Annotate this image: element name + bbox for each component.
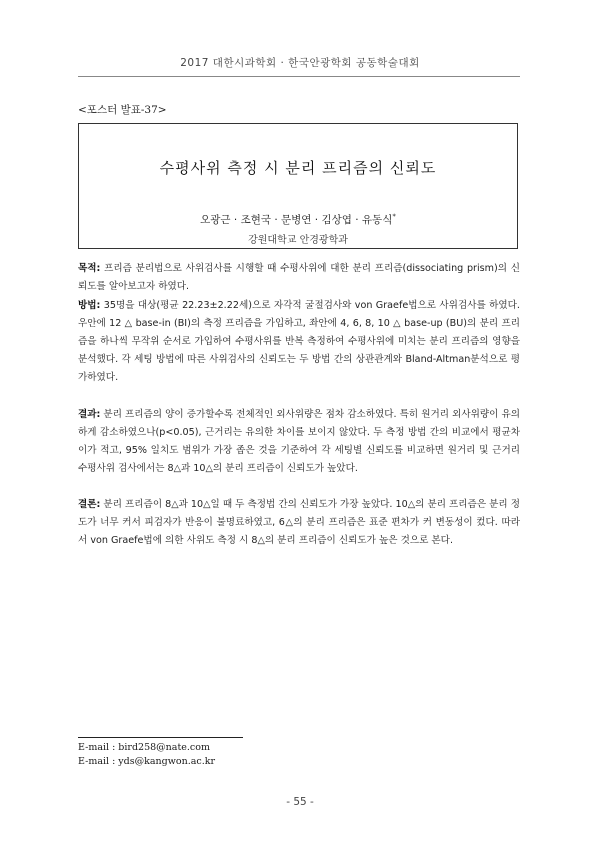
- paper-title: 수평사위 측정 시 분리 프리즘의 신뢰도: [159, 159, 437, 177]
- results-section: [78, 406, 520, 478]
- email-line: E-mail : yds@kangwon.ac.kr: [78, 756, 216, 767]
- conclusion-section: [78, 496, 520, 550]
- page-number: - 55 -: [286, 796, 314, 808]
- methods-label: 방법:: [78, 300, 101, 311]
- poster-label: <포스터 발표-37>: [78, 104, 167, 116]
- author-list: [78, 212, 518, 227]
- footnote-divider: [78, 737, 243, 738]
- objective-label: 목적:: [78, 263, 101, 274]
- header-divider: [78, 76, 520, 77]
- results-text: 분리 프리즘의 양이 증가할수록 전체적인 외사위량은 점차 감소하였다. 특히 원거리 외사위량이 유의하게 감소하였으나(p<0.05), 근거리는 유의한 차이를 보이지 않았다. 두 측정 방법 간의 비교에서 평균차이가 적고, 95% 일치도 범위가 가장 좁은 것을 기준하여 각 세팅별 신뢰도를 비교하면 원거리 및 근거리 수평사위 검사에서는 8△과 10△의 분리 프리즘이 신뢰도가 높았다.: [78, 409, 520, 474]
- objective-text: 프리즘 분리법으로 사위검사를 시행할 때 수평사위에 대한 분리 프리즘(dissociating prism)의 신뢰도를 알아보고자 하였다.: [78, 263, 520, 292]
- methods-section: [78, 297, 520, 387]
- methods-text: 35명을 대상(평균 22.23±2.22세)으로 자각적 굴절검사와 von Graefe법으로 사위검사를 하였다. 우안에 12 △ base-in (BI)의 측정 프리즘을 가입하고, 좌안에 4, 6, 8, 10 △ base-up (BU)의 분리 프리즘을 하나씩 무작위 순서로 가입하여 수평사위를 반복 측정하여 수평사위에 미치는 분리 프리즘의 영향을 분석했다. 각 세팅 방법에 따른 사위검사의 신뢰도는 두 방법 간의 상관관계와 Bland-Altman분석으로 평가하였다.: [78, 300, 520, 383]
- author-names: 오광근 · 조현국 · 문병연 · 김상엽 · 유동식: [200, 214, 393, 226]
- conclusion-text: 분리 프리즘이 8△과 10△일 때 두 측정법 간의 신뢰도가 가장 높았다. 10△의 분리 프리즘은 분리 정도가 너무 커서 피검자가 반응이 불명료하였고, 6△의 분리 프리즘은 표준 편차가 커 변동성이 컸다. 따라서 von Graefe법에 의한 사위도 측정 시 8△의 분리 프리즘이 신뢰도가 높은 것으로 본다.: [78, 499, 520, 546]
- affiliation: 강원대학교 안경광학과: [248, 235, 348, 246]
- conclusion-label: 결론:: [78, 499, 101, 510]
- conference-header: 2017 대한시과학회 · 한국안광학회 공동학술대회: [180, 57, 420, 69]
- objective-section: [78, 260, 520, 296]
- email-line: E-mail : bird258@nate.com: [78, 742, 210, 753]
- corresponding-author-mark: *: [392, 212, 396, 221]
- results-label: 결과:: [78, 409, 101, 420]
